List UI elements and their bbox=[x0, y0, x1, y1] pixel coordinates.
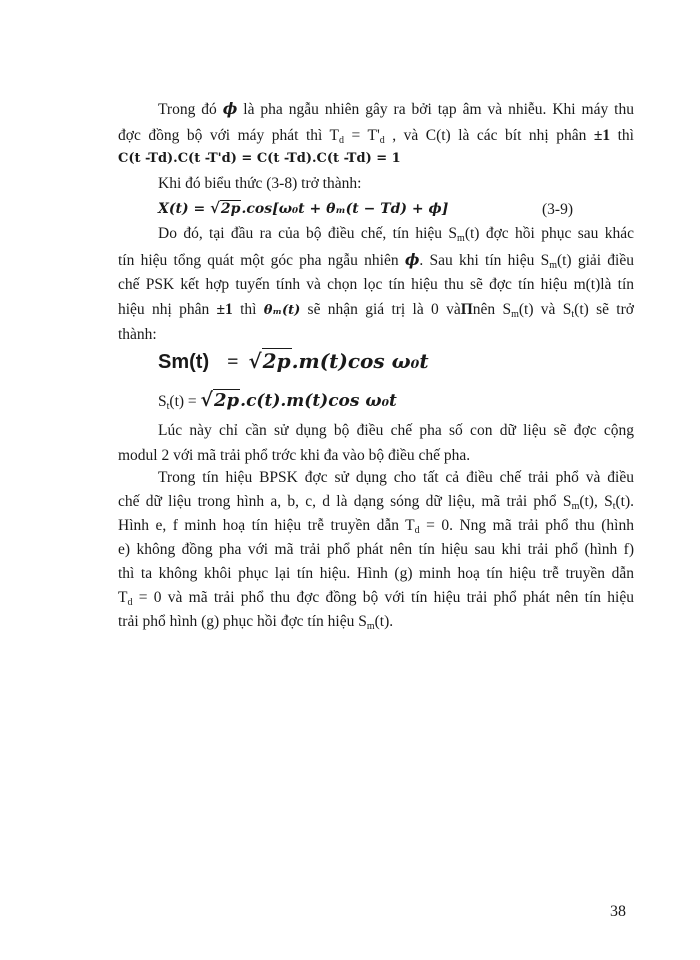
p5-line1 bbox=[158, 468, 634, 488]
text: (t) và S bbox=[518, 301, 572, 318]
eq-rhs: .cos[ω₀t + θₘ(t − Td) + ϕ] bbox=[241, 201, 449, 217]
text: (t). bbox=[374, 613, 394, 630]
sm-sqrt: 2p bbox=[262, 349, 291, 373]
equation-sm: Sm(t) = √2p.m(t)cos ω₀t bbox=[158, 349, 429, 373]
text: Hình e, f minh hoạ tín hiệu trễ truyền dẫn T bbox=[118, 517, 415, 534]
text: Lúc này chỉ cần sử dụng bộ điều chế pha số con dữ liệu sẽ đợc cộng bbox=[158, 422, 634, 439]
eq-sqrt: 2p bbox=[220, 201, 241, 217]
text: trải phổ hình (g) phục hồi đợc tín hiệu S bbox=[118, 613, 367, 630]
text: sẽ nhận giá trị là 0 và bbox=[300, 301, 461, 318]
text: thì ta không khôi phục lại tín hiệu. Hình (g) minh hoạ tín hiệu trễ truyền dẫn bbox=[118, 565, 634, 582]
equation-3-9: X(t) = √2p.cos[ω₀t + θₘ(t − Td) + ϕ] bbox=[158, 199, 449, 217]
sm-lhs: Sm(t) bbox=[158, 351, 210, 373]
p5-line4 bbox=[118, 540, 634, 560]
text: chế PSK kết hợp tuyến tính và chọn lọc tín hiệu thu sẽ đợc tín hiệu m(t)là tín bbox=[118, 276, 634, 293]
phi-symbol: ϕ bbox=[404, 250, 420, 269]
plus-minus-one: ±1 bbox=[216, 301, 233, 318]
text: nên S bbox=[472, 301, 512, 318]
text: (t) giải điều bbox=[556, 252, 634, 269]
equation-number: (3-9) bbox=[542, 201, 573, 218]
subscript: t bbox=[612, 501, 616, 512]
p3-line3 bbox=[118, 275, 634, 295]
text: là pha ngẫu nhiên gây ra bởi tạp âm và nhiễu. Khi máy thu bbox=[237, 101, 634, 118]
p5-line7 bbox=[118, 612, 634, 632]
text: , và C(t) là các bít nhị phân bbox=[384, 127, 594, 144]
subscript: d bbox=[339, 135, 345, 146]
p5-line6 bbox=[118, 588, 634, 608]
pi-symbol: Π bbox=[460, 301, 473, 318]
text: T bbox=[118, 589, 128, 606]
text: chế dữ liệu trong hình a, b, c, d là dạng sóng dữ liệu, mã trải phổ S bbox=[118, 493, 572, 510]
p1-line2 bbox=[118, 126, 634, 146]
text: . Sau khi tín hiệu S bbox=[419, 252, 550, 269]
p5-line3 bbox=[118, 516, 634, 536]
p2-intro bbox=[158, 174, 634, 194]
phi-symbol: ϕ bbox=[222, 99, 238, 118]
subscript: d bbox=[127, 597, 133, 608]
p5-line2 bbox=[118, 492, 634, 512]
p5-line5 bbox=[118, 564, 634, 584]
text: (t). bbox=[615, 493, 635, 510]
text: hiệu nhị phân bbox=[118, 301, 217, 318]
subscript: m bbox=[571, 501, 580, 512]
text: = 0 và mã trải phổ thu đợc đồng bộ với tín hiệu trải phổ phát nên tín hiệu bbox=[132, 589, 634, 606]
text: (t) = bbox=[169, 393, 201, 410]
formula-text: C(t -Td).C(t -T'd) = C(t -Td).C(t -Td) = 1 bbox=[118, 151, 401, 166]
subscript: m bbox=[366, 621, 375, 632]
text: (t) sẽ trở bbox=[574, 301, 634, 318]
text: e) không đồng pha với mã trải phổ phát nên tín hiệu sau khi trải phổ (hình f) bbox=[118, 541, 634, 558]
sm-rhs: .m(t)cos ω₀t bbox=[291, 349, 429, 373]
eq-lhs: X(t) = bbox=[158, 201, 211, 217]
st-rhs: .c(t).m(t)cos ω₀t bbox=[240, 391, 397, 411]
equation-st: $S_t(t) = √2p.c(t).m(t)\cos$ ω₀t bbox=[158, 389, 397, 412]
subscript: m bbox=[511, 309, 519, 320]
p3-line5 bbox=[118, 325, 634, 345]
page-number: 38 bbox=[610, 903, 626, 920]
text: tín hiệu tổng quát một góc pha ngẫu nhiên bbox=[118, 252, 405, 269]
p4-line1 bbox=[158, 421, 634, 441]
text: = 0. Nng mã trải phổ thu (hình bbox=[419, 517, 634, 534]
text: (t) đợc hồi phục sau khác bbox=[464, 225, 634, 242]
subscript: d bbox=[379, 135, 385, 146]
subscript: t bbox=[571, 309, 575, 320]
text: Khi đó biểu thức (3-8) trở thành: bbox=[158, 175, 362, 192]
text: đợc đồng bộ với máy phát thì T bbox=[118, 127, 340, 144]
text: Trong đó bbox=[158, 101, 223, 118]
p3-line1 bbox=[158, 224, 634, 244]
p3-line4 bbox=[118, 300, 634, 321]
subscript: t bbox=[166, 401, 170, 412]
text: Trong tín hiệu BPSK đợc sử dụng cho tất cả điều chế trải phổ và điều bbox=[158, 469, 634, 486]
text: modul 2 với mã trải phổ trớc khi đa vào bộ điều chế pha. bbox=[118, 447, 471, 464]
p3-line2 bbox=[118, 250, 634, 271]
formula-correlation bbox=[118, 149, 634, 169]
text: thì bbox=[610, 127, 634, 144]
theta-m: θₘ(t) bbox=[263, 303, 301, 318]
subscript: m bbox=[549, 260, 557, 271]
subscript: m bbox=[457, 233, 465, 244]
text: thành: bbox=[118, 326, 157, 343]
p4-line2 bbox=[118, 446, 634, 466]
st-lhs: S bbox=[158, 393, 167, 410]
text: (t), S bbox=[579, 493, 613, 510]
text: = T' bbox=[344, 127, 380, 144]
text: Do đó, tại đầu ra của bộ điều chế, tín hiệu S bbox=[158, 225, 458, 242]
p1-line1 bbox=[158, 99, 634, 120]
equals-sign: = bbox=[227, 351, 239, 373]
text: thì bbox=[232, 301, 264, 318]
st-sqrt: 2p bbox=[214, 390, 240, 411]
plus-minus-one: ±1 bbox=[593, 127, 611, 144]
subscript: d bbox=[414, 525, 420, 536]
